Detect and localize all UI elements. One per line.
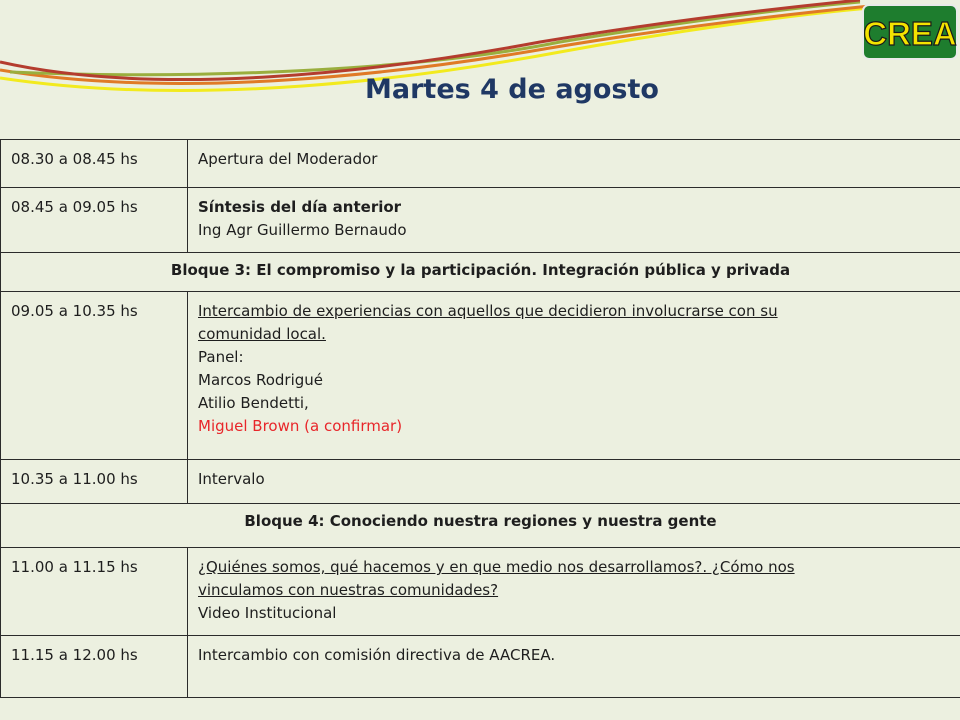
time-cell: 08.30 a 08.45 hs [1, 140, 188, 188]
time-cell: 11.15 a 12.00 hs [1, 636, 188, 698]
table-row [1, 636, 960, 698]
page-title: Martes 4 de agosto [365, 74, 659, 105]
topic-line: ¿Quiénes somos, qué hacemos y en que medio nos desarrollamos?. ¿Cómo nos [198, 558, 795, 576]
video-label: Video Institucional [198, 604, 337, 622]
activity-cell [188, 548, 960, 636]
table-row [1, 140, 960, 188]
activity-cell: Intercambio con comisión directiva de AACREA. [188, 636, 960, 698]
speaker-name: Ing Agr Guillermo Bernaudo [198, 221, 407, 239]
panelist-name: Marcos Rodrigué [198, 371, 324, 389]
logo-text: CREA [863, 15, 957, 52]
activity-cell [188, 292, 960, 460]
time-cell: 11.00 a 11.15 hs [1, 548, 188, 636]
activity-cell: Intervalo [188, 460, 960, 504]
table-row [1, 548, 960, 636]
agenda-table [0, 139, 960, 698]
table-row [1, 460, 960, 504]
activity-cell [188, 188, 960, 253]
panel-label: Panel: [198, 348, 244, 366]
topic-line: comunidad local. [198, 325, 326, 343]
table-row [1, 188, 960, 253]
time-cell: 10.35 a 11.00 hs [1, 460, 188, 504]
panelist-name-pending: Miguel Brown (a confirmar) [198, 417, 403, 435]
time-cell: 09.05 a 10.35 hs [1, 292, 188, 460]
table-row [1, 292, 960, 460]
topic-line: vinculamos con nuestras comunidades? [198, 581, 499, 599]
block-header-row [1, 253, 960, 292]
block-4-header: Bloque 4: Conociendo nuestra regiones y nuestra gente [1, 504, 960, 548]
activity-cell: Apertura del Moderador [188, 140, 960, 188]
panelist-name: Atilio Bendetti, [198, 394, 309, 412]
crea-logo [862, 4, 958, 60]
topic-line: Intercambio de experiencias con aquellos que decidieron involucrarse con su [198, 302, 778, 320]
activity-title: Síntesis del día anterior [198, 198, 402, 216]
block-3-header: Bloque 3: El compromiso y la participación. Integración pública y privada [1, 253, 960, 292]
time-cell: 08.45 a 09.05 hs [1, 188, 188, 253]
block-header-row [1, 504, 960, 548]
